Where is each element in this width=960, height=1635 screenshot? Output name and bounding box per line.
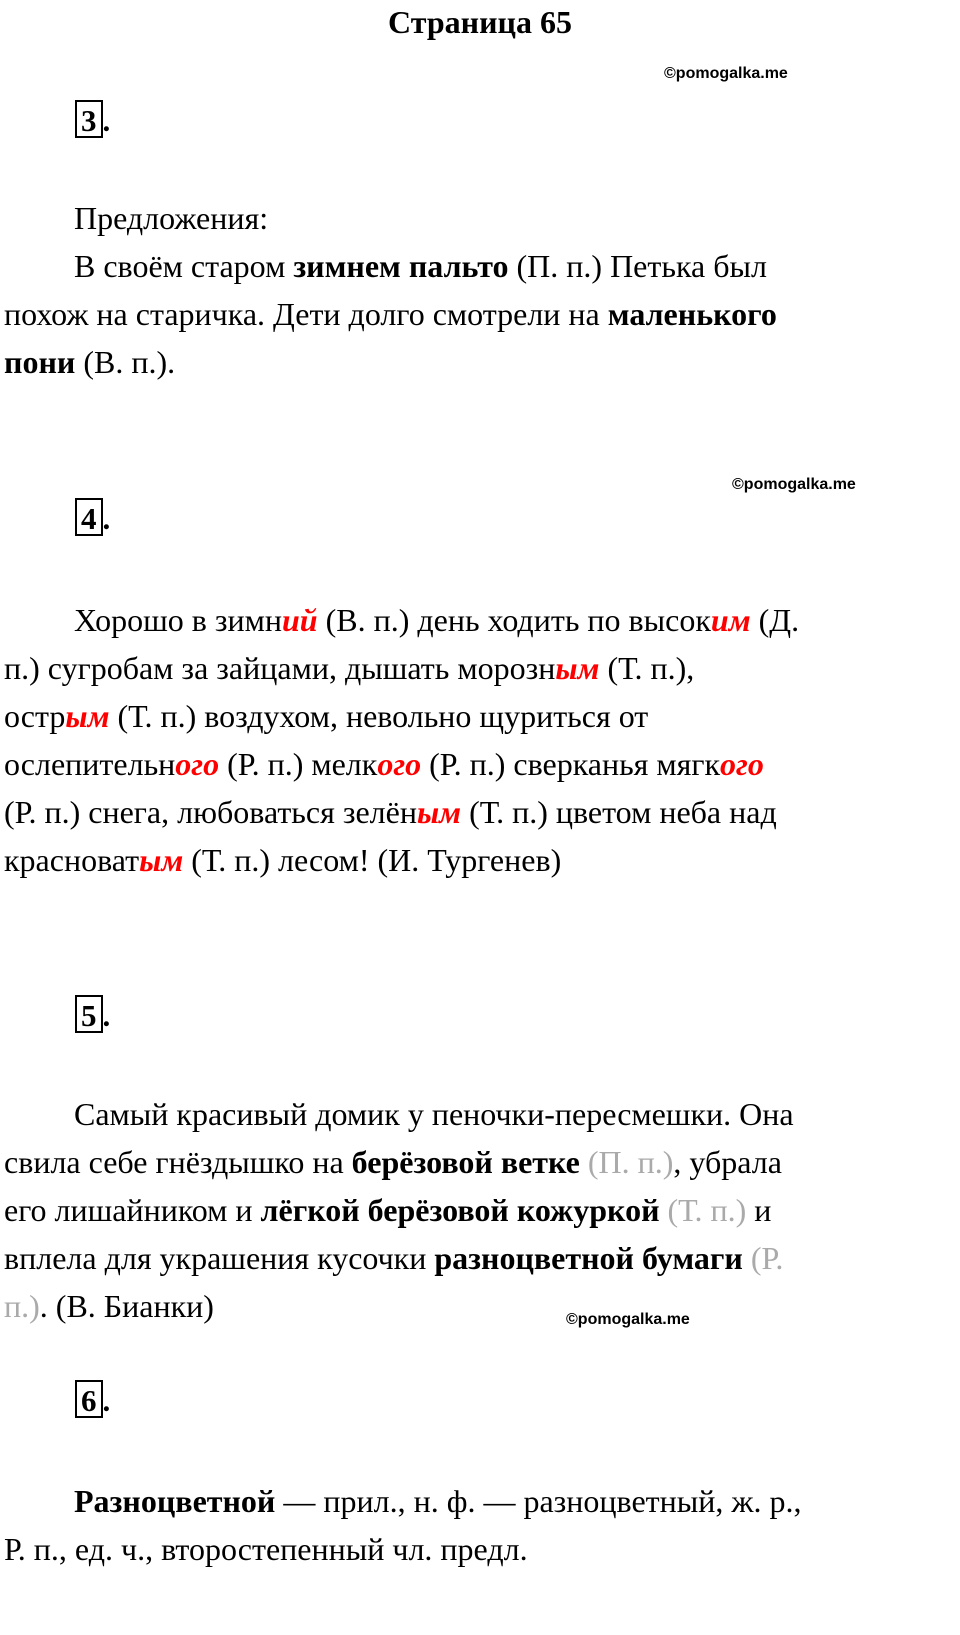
text: остр [4,698,66,734]
bold-phrase: маленького [607,296,777,332]
heading: Предложения: [74,200,269,236]
bold-phrase: Разноцветной [74,1483,276,1519]
text: (Т. п.) воздухом, невольно щуриться от [109,698,649,734]
text: (Т. п.) лесом! (И. Тургенев) [183,842,562,878]
exercise-number-4: 4 . [75,498,110,537]
bold-phrase: пони [4,344,76,380]
text: , убрала [673,1144,782,1180]
ending: ым [416,794,462,830]
text: (В. п.). [75,344,176,380]
exercise-number-box: 6 [75,1380,103,1418]
exercise-4-text [4,596,954,884]
case-note: п.) [4,1288,40,1324]
case-note: (Т. п.) [659,1192,747,1228]
text: похож на старичка. Дети долго смотрели на [4,296,608,332]
text: (Т. п.), [599,650,695,686]
exercise-number-box: 5 [75,995,103,1033]
exercise-number-box: 3 [75,100,103,138]
watermark: ©pomogalka.me [566,1311,690,1328]
ending: ого [377,746,422,782]
bold-phrase: берёзовой ветке [351,1144,580,1180]
bold-phrase: зимнем пальто [293,248,509,284]
text: свила себе гнёздышко на [4,1144,352,1180]
exercise-number-5: 5 . [75,995,110,1034]
text: (Т. п.) цветом неба над [461,794,777,830]
ending: ым [555,650,600,686]
exercise-6-text [4,1477,954,1573]
text: красноват [4,842,140,878]
text: (П. п.) Петька был [508,248,767,284]
text: и [746,1192,772,1228]
text: Хорошо в зимн [74,602,282,638]
watermark: ©pomogalka.me [732,476,856,493]
text: — прил., н. ф. — разноцветный, ж. р., [275,1483,802,1519]
text: (Д. [750,602,800,638]
text: (Р. п.) сверканья мягк [421,746,721,782]
watermark: ©pomogalka.me [664,65,788,82]
text: его лишайником и [4,1192,261,1228]
case-note: (П. п.) [579,1144,674,1180]
text: Самый красивый домик у пеночки-пересмешки. Она [74,1096,794,1132]
case-note: (Р. [742,1240,784,1276]
ending: ого [175,746,220,782]
text: В своём старом [74,248,294,284]
page-title: Страница 65 [388,4,572,40]
ending: им [710,602,751,638]
text: . (В. Бианки) [39,1288,214,1324]
exercise-number-6: 6 . [75,1380,110,1419]
ending: ого [720,746,764,782]
text: (В. п.) день ходить по высок [317,602,711,638]
ending: ий [281,602,318,638]
exercise-number-box: 4 [75,498,103,536]
exercise-5-text [4,1090,954,1330]
text: (Р. п.) снега, любоваться зелён [4,794,417,830]
exercise-3-text [4,194,954,386]
bold-phrase: лёгкой берёзовой кожуркой [260,1192,660,1228]
text: вплела для украшения кусочки [4,1240,435,1276]
text: ослепительн [4,746,176,782]
text: п.) сугробам за зайцами, дышать морозн [4,650,556,686]
exercise-number-3: 3 . [75,100,110,139]
ending: ым [65,698,110,734]
ending: ым [139,842,184,878]
text: Р. п., ед. ч., второстепенный чл. предл. [4,1531,528,1567]
text: (Р. п.) мелк [219,746,378,782]
bold-phrase: разноцветной бумаги [434,1240,743,1276]
